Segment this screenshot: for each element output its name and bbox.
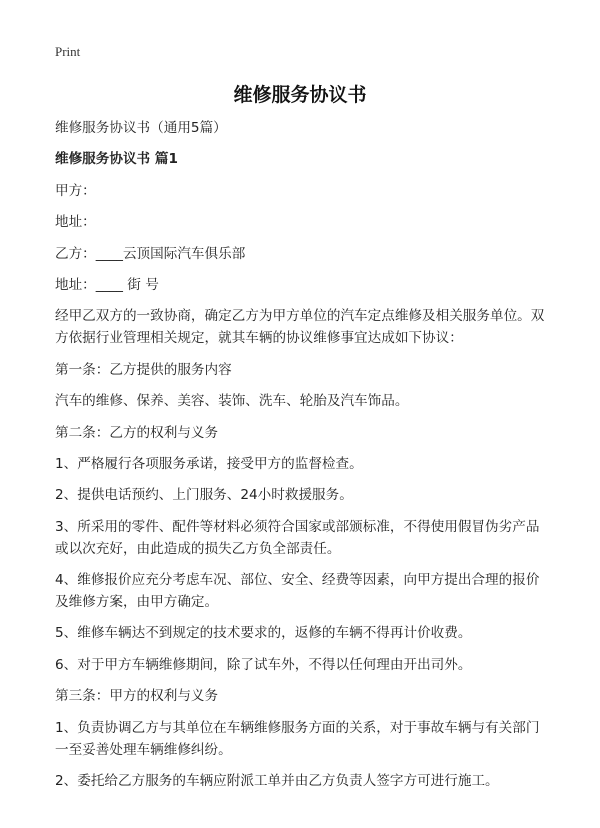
paragraph: 汽车的维修、保养、美容、装饰、洗车、轮胎及汽车饰品。 xyxy=(55,393,409,410)
paragraph: 第三条：甲方的权利与义务 xyxy=(55,688,219,705)
paragraph: 6、对于甲方车辆维修期间，除了试车外，不得以任何理由开出司外。 xyxy=(55,656,472,673)
paragraph: 4、维修报价应充分考虑车况、部位、安全、经费等因素，向甲方提出合理的报价及维修方案，由甲方确定。 xyxy=(55,572,540,611)
paragraph: 1、负责协调乙方与其单位在车辆维修服务方面的关系，对于事故车辆与有关部门一至妥善处理车辆维修纠纷。 xyxy=(55,719,540,758)
paragraph: 2、委托给乙方服务的车辆应附派工单并由乙方负责人签字方可进行施工。 xyxy=(55,773,499,790)
paragraph: 维修服务协议书（通用5篇） xyxy=(55,120,227,136)
paragraph: 5、维修车辆达不到规定的技术要求的，返修的车辆不得再计价收费。 xyxy=(55,625,472,642)
section-heading: 维修服务协议书 篇1 xyxy=(55,151,178,168)
paragraph: 经甲乙双方的一致协商，确定乙方为甲方单位的汽车定点维修及相关服务单位。双方依据行业管理相关规定，就其车辆的协议维修事宜达成如下协议： xyxy=(55,308,545,347)
paragraph: 第一条：乙方提供的服务内容 xyxy=(55,361,232,378)
paragraph: 第二条：乙方的权利与义务 xyxy=(55,424,219,441)
paragraph: 地址：____ 街 号 xyxy=(55,276,159,293)
print-link[interactable]: Print xyxy=(55,44,81,59)
paragraph: 甲方： xyxy=(55,182,96,199)
paragraph: 2、提供电话预约、上门服务、24小时救援服务。 xyxy=(55,487,353,504)
paragraph: 乙方：____云顶国际汽车俱乐部 xyxy=(55,245,246,262)
paragraph: 1、严格履行各项服务承诺，接受甲方的监督检查。 xyxy=(55,455,363,472)
document-title: 维修服务协议书 xyxy=(233,84,367,106)
document-body xyxy=(55,117,549,801)
paragraph: 3、所采用的零件、配件等材料必须符合国家或部颁标准，不得使用假冒伪劣产品或以次充好，由此造成的损失乙方负全部责任。 xyxy=(55,518,540,557)
paragraph: 地址： xyxy=(55,214,96,231)
